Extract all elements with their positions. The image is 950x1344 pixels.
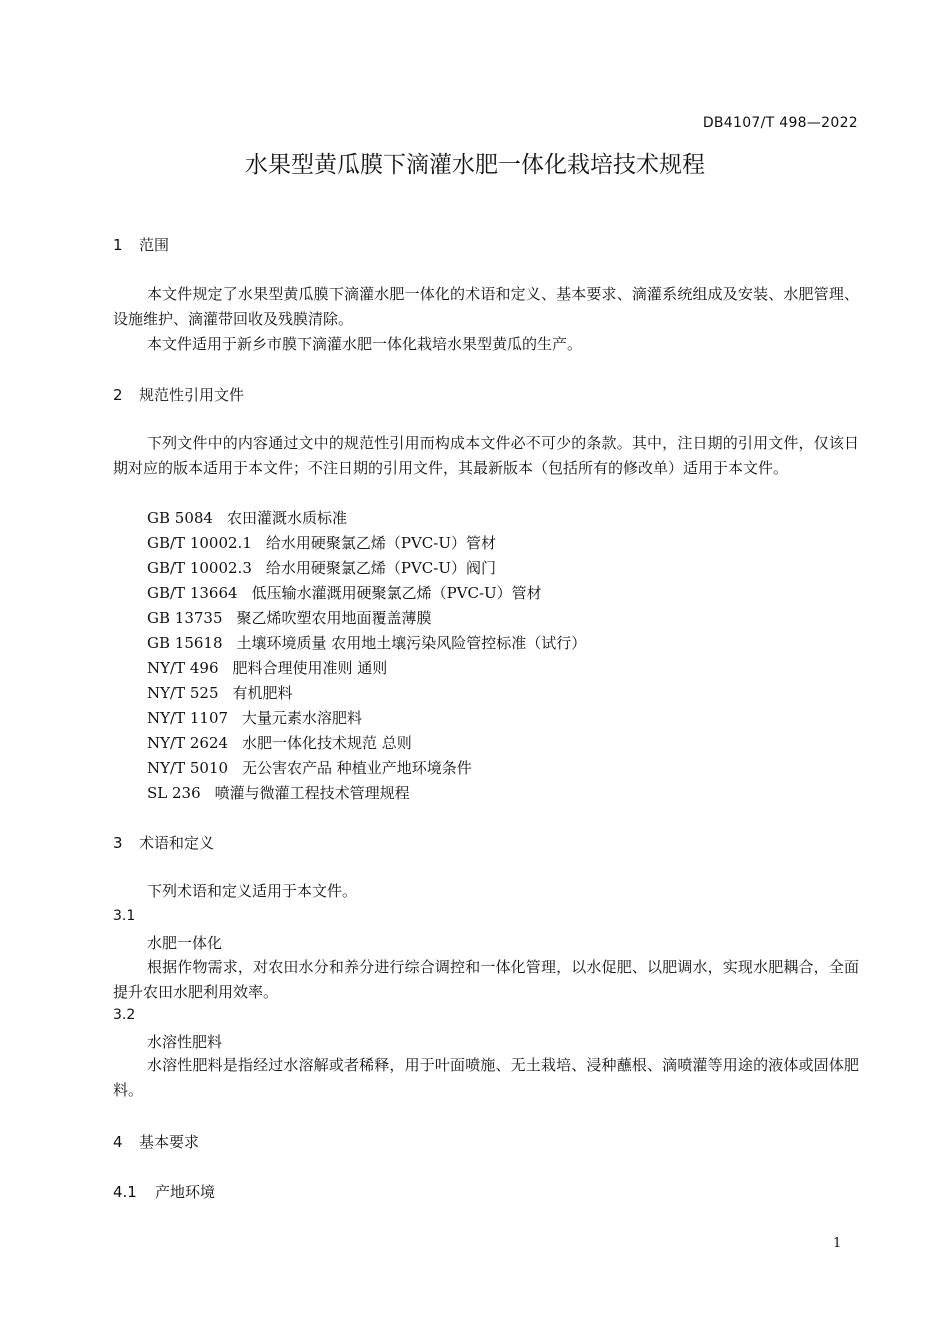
reference-name: 给水用硬聚氯乙烯（PVC-U）阀门 [265, 559, 496, 577]
document-title: 水果型黄瓜膜下滴灌水肥一体化栽培技术规程 [245, 152, 705, 178]
reference-code: NY/T 496 [147, 659, 219, 677]
section-number: 3 [113, 834, 123, 852]
reference-item [147, 781, 410, 806]
reference-name: 喷灌与微灌工程技术管理规程 [214, 784, 410, 802]
reference-name: 给水用硬聚氯乙烯（PVC-U）管材 [265, 534, 496, 552]
paragraph: 下列文件中的内容通过文中的规范性引用而构成本文件必不可少的条款。其中，注日期的引用文件，仅该日期对应的版本适用于本文件；不注日期的引用文件，其最新版本（包括所有的修改单）适用于本文件。 [113, 434, 859, 477]
section-heading-3 [113, 832, 214, 853]
reference-code: NY/T 2624 [147, 734, 229, 752]
reference-code: GB/T 10002.3 [147, 559, 252, 577]
reference-name: 大量元素水溶肥料 [242, 709, 363, 727]
section-heading-1 [113, 234, 169, 255]
reference-name: 肥料合理使用准则 通则 [232, 659, 388, 677]
reference-name: 土壤环境质量 农用地土壤污染风险管控标准（试行） [236, 634, 587, 652]
term-definition: 水溶性肥料是指经过水溶解或者稀释，用于叶面喷施、无土栽培、浸种蘸根、滴喷灌等用途的液体或固体肥料。 [113, 1056, 859, 1099]
term-number: 3.1 [113, 908, 136, 924]
term-name: 水肥一体化 [147, 934, 223, 952]
section-title: 术语和定义 [139, 834, 215, 852]
reference-item [147, 531, 496, 556]
paragraph: 本文件规定了水果型黄瓜膜下滴灌水肥一体化的术语和定义、基本要求、滴灌系统组成及安装、水肥管理、设施维护、滴灌带回收及残膜清除。 [113, 285, 859, 328]
reference-item [147, 731, 412, 756]
reference-item [147, 506, 347, 531]
section-heading-2 [113, 384, 244, 405]
section-title: 基本要求 [139, 1133, 200, 1151]
reference-item [147, 606, 432, 631]
reference-name: 聚乙烯吹塑农用地面覆盖薄膜 [236, 609, 432, 627]
reference-code: SL 236 [147, 784, 201, 802]
term-number: 3.2 [113, 1007, 136, 1023]
reference-name: 无公害农产品 种植业产地环境条件 [242, 759, 472, 777]
section-number: 4 [113, 1133, 123, 1151]
reference-item [147, 581, 542, 606]
reference-code: GB/T 13664 [147, 584, 238, 602]
reference-name: 农田灌溉水质标准 [226, 509, 347, 527]
subsection-title: 产地环境 [155, 1183, 216, 1201]
paragraph: 下列术语和定义适用于本文件。 [147, 882, 358, 900]
reference-code: GB 5084 [147, 509, 213, 527]
reference-code: GB/T 10002.1 [147, 534, 252, 552]
section-title: 规范性引用文件 [139, 386, 245, 404]
reference-name: 低压输水灌溉用硬聚氯乙烯（PVC-U）管材 [251, 584, 542, 602]
section-title: 范围 [139, 236, 170, 254]
reference-item [147, 631, 586, 656]
section-number: 1 [113, 236, 123, 254]
subsection-number: 4.1 [113, 1183, 137, 1201]
reference-item [147, 706, 362, 731]
section-heading-4 [113, 1131, 199, 1152]
reference-code: GB 15618 [147, 634, 223, 652]
reference-item [147, 756, 472, 781]
term-definition: 根据作物需求，对农田水分和养分进行综合调控和一体化管理，以水促肥、以肥调水，实现水肥耦合，全面提升农田水肥利用效率。 [113, 958, 859, 1001]
paragraph: 本文件适用于新乡市膜下滴灌水肥一体化栽培水果型黄瓜的生产。 [147, 335, 583, 353]
reference-name: 水肥一体化技术规范 总则 [242, 734, 412, 752]
reference-code: NY/T 1107 [147, 709, 229, 727]
section-number: 2 [113, 386, 123, 404]
reference-item [147, 681, 293, 706]
reference-item [147, 656, 387, 681]
reference-code: NY/T 5010 [147, 759, 229, 777]
subsection-heading-4-1 [113, 1181, 215, 1202]
page-number: 1 [833, 1236, 842, 1251]
standard-number: DB4107/T 498—2022 [702, 115, 858, 131]
term-name: 水溶性肥料 [147, 1033, 223, 1051]
reference-code: NY/T 525 [147, 684, 219, 702]
reference-name: 有机肥料 [232, 684, 293, 702]
reference-code: GB 13735 [147, 609, 223, 627]
reference-item [147, 556, 496, 581]
